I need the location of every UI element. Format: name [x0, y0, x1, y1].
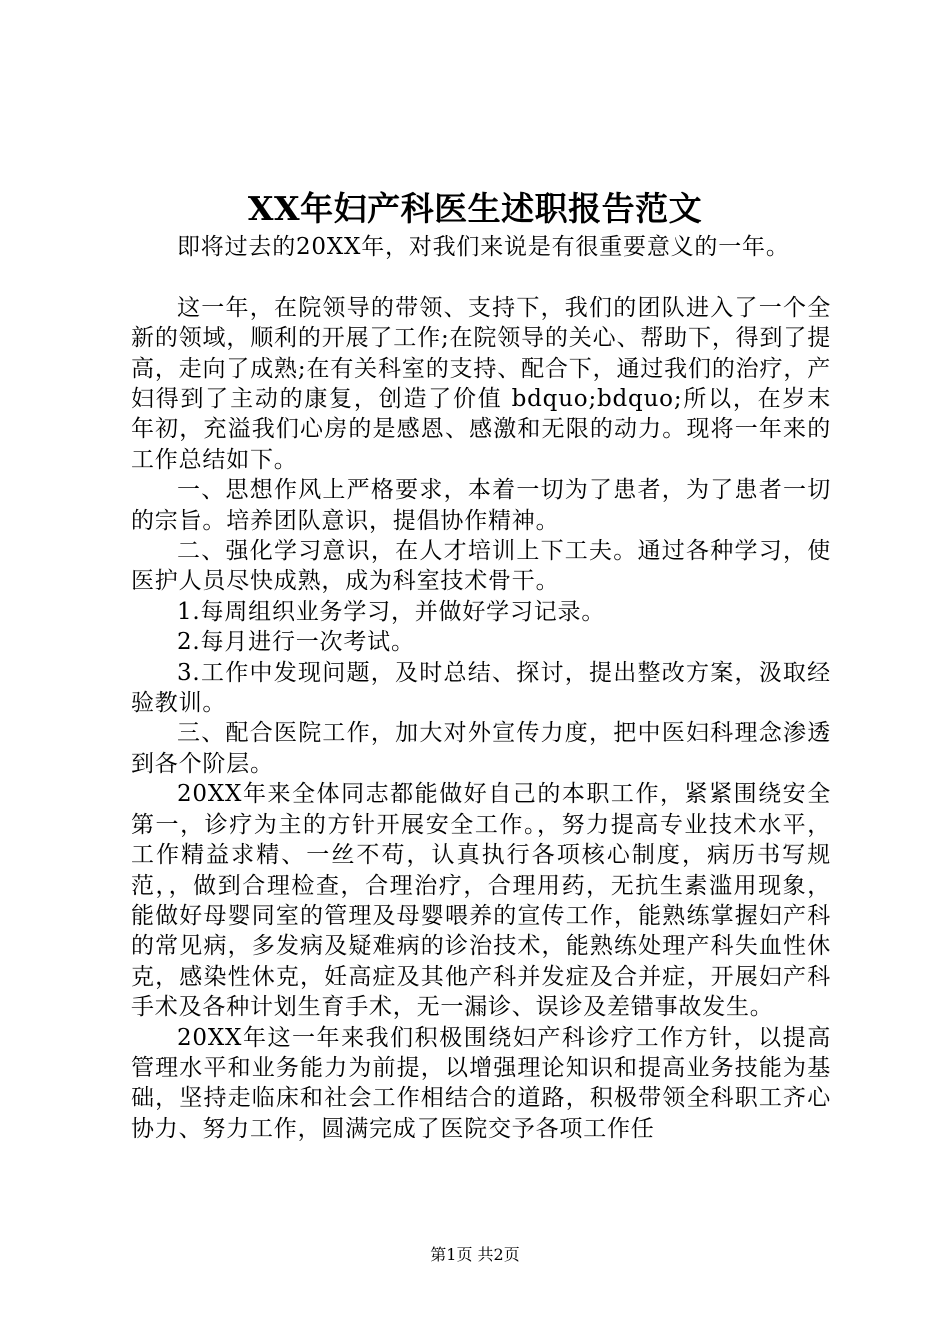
paragraph: 20XX年来全体同志都能做好自己的本职工作，紧紧围绕安全第一，诊疗为主的方针开展安全工作。，努力提高专业技术水平，工作精益求精、一丝不苟，认真执行各项核心制度，病历书写规范，，做到合理检查，合理治疗，合理用药，无抗生素滥用现象，能做好母婴同室的管理及母婴喂养的宣传工作，能熟练掌握妇产科的常见病，多发病及疑难病的诊治技术，能熟练处理产科失血性休克，感染性休克，妊高症及其他产科并发症及合并症，开展妇产科手术及各种计划生育手术，无一漏诊、误诊及差错事故发生。 [131, 781, 831, 1021]
paragraph-section-3: 三、配合医院工作，加大对外宣传力度，把中医妇科理念渗透到各个阶层。 [131, 720, 831, 777]
list-item: 1.每周组织业务学习，并做好学习记录。 [177, 598, 606, 625]
list-item: 2.每月进行一次考试。 [177, 629, 415, 656]
document-title: XX年妇产科医生述职报告范文 [247, 189, 703, 228]
list-item: 3.工作中发现问题，及时总结、探讨，提出整改方案，汲取经验教训。 [131, 659, 831, 717]
paragraph: 20XX年这一年来我们积极围绕妇产科诊疗工作方针，以提高管理水平和业务能力为前提，以增强理论知识和提高业务技能为基础，坚持走临床和社会工作相结合的道路，积极带领全科职工齐心协力、努力工作，圆满完成了医院交予各项工作任 [131, 1024, 831, 1142]
paragraph-section-2: 二、强化学习意识，在人才培训上下工夫。通过各种学习，使医护人员尽快成熟，成为科室技术骨干。 [131, 538, 831, 595]
paragraph-intro: 即将过去的20XX年，对我们来说是有很重要意义的一年。 [177, 234, 790, 260]
page-footer: 第1页 共2页 [430, 1245, 520, 1264]
paragraph-section-1: 一、思想作风上严格要求，本着一切为了患者，为了患者一切的宗旨。培养团队意识，提倡协作精神。 [131, 477, 831, 534]
paragraph: 这一年，在院领导的带领、支持下，我们的团队进入了一个全新的领域，顺利的开展了工作;在院领导的关心、帮助下，得到了提高，走向了成熟;在有关科室的支持、配合下，通过我们的治疗，产妇得到了主动的康复，创造了价值 bdquo;bdquo;所以，在岁末年初，充溢我们心房的是感恩、感激和无限的动力。现将一年来的工作总结如下。 [131, 294, 831, 473]
document-body [131, 232, 831, 1144]
